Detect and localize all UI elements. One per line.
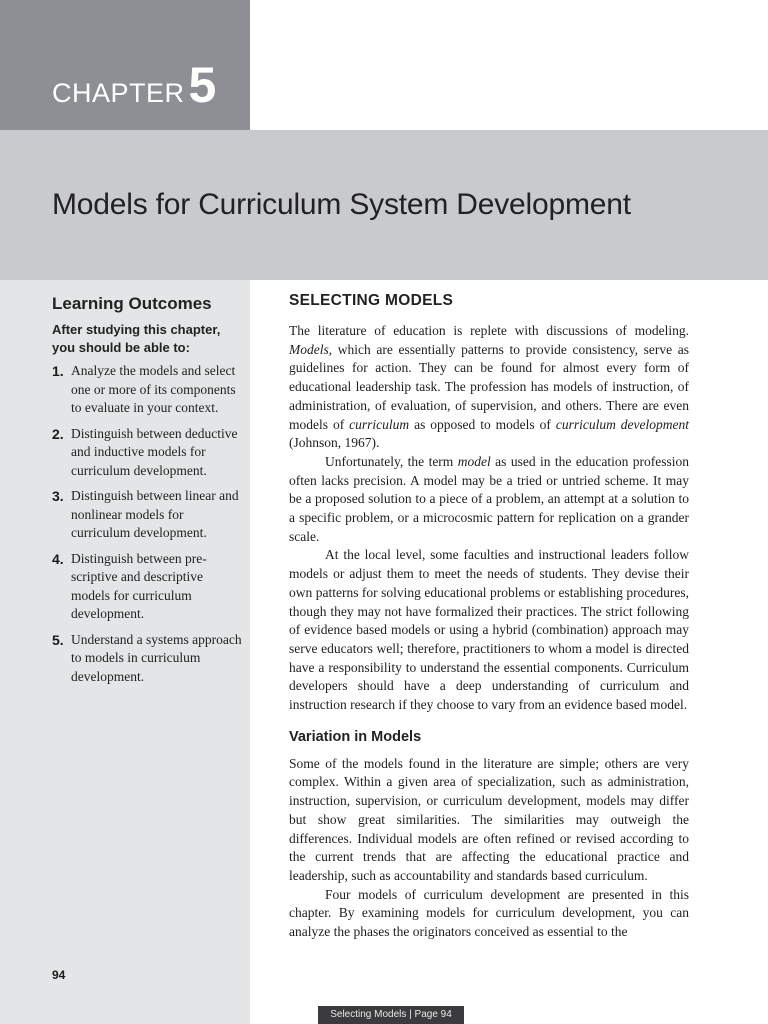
chapter-box xyxy=(0,0,250,130)
p1-text-a: The literature of education is replete with discussions of modeling. xyxy=(289,323,689,338)
outcome-item xyxy=(52,362,242,418)
outcome-number: 3. xyxy=(52,488,64,504)
paragraph-3: At the local level, some faculties and instructional leaders follow models or adjust them to meet the needs of students. They devise their own patterns for solving educational problems or establishing procedures, though they may not have formalized their practices. The strict following of evidence based models or using a hybrid (combination) approach may serve educators well; therefore, practitioners to whom a model is directed have a responsibility to understand the essential components. Curriculum developers should have a deep understanding of curriculum and instruction research if they choose to vary from an evidence based model. xyxy=(289,547,689,713)
chapter-number: 5 xyxy=(188,57,217,113)
outcome-text: Analyze the models and select one or more of its components to evaluate in your context. xyxy=(71,363,236,415)
p1-text-c: as opposed to models of xyxy=(409,416,556,432)
chapter-label xyxy=(52,57,217,113)
outcome-number: 5. xyxy=(52,631,64,648)
outcome-item xyxy=(52,631,242,687)
outcome-number: 2. xyxy=(52,425,64,442)
outcome-text: Distinguish between deductive and inductive models for curriculum development. xyxy=(71,425,238,478)
outcome-text: Distinguish between linear and nonlinear models for curriculum development. xyxy=(71,488,239,540)
p1-emphasis-curriculum: curriculum xyxy=(349,416,410,432)
paragraph-2 xyxy=(289,453,689,547)
p2-text-b: as used in the education profession often lacks precision. A model may be a tried or untried scheme. It may be a proposed solution to a piece of a problem, an attempt at a solution to a specific problem, or a microcosmic pattern for replication on a grander scale. xyxy=(289,453,689,544)
chapter-title: Models for Curriculum System Development xyxy=(52,188,631,221)
outcome-text: Distinguish between pre-scriptive and descriptive models for curriculum development. xyxy=(71,550,207,621)
outcome-item xyxy=(52,550,242,624)
outcome-text: Understand a systems approach to models in curriculum development. xyxy=(71,631,242,684)
footer-page-indicator: Selecting Models | Page 94 xyxy=(318,1006,464,1024)
chapter-word: CHAPTER xyxy=(52,78,185,108)
paragraph-4: Some of the models found in the literature are simple; others are very complex. Within a given area of specialization, such as administration, instruction, supervision, or curriculum development, models may differ but show great similarities. The similarities may outweigh the differences. Individual models are often refined or revised according to the current trends that are affecting the educational practice and leadership, such as accountability and standards based curriculum. xyxy=(289,755,689,883)
outcome-item xyxy=(52,487,242,543)
learning-outcomes-heading: Learning Outcomes xyxy=(52,294,212,313)
learning-outcomes-list xyxy=(52,362,242,693)
p1-text-b: , which are essentially patterns to provide consistency, serve as guidelines for action. They can be found for almost every form of educational leadership task. The profession has models of instruction, of administration, of evaluation, of supervision, and others. There are even models of xyxy=(289,341,689,432)
paragraph-5: Four models of curriculum development are presented in this chapter. By examining models for curriculum development, you can analyze the phases the originators conceived as essential to the xyxy=(289,886,689,940)
outcome-number: 4. xyxy=(52,550,64,567)
p1-emphasis-models: Models xyxy=(289,341,329,357)
paragraph-1 xyxy=(289,322,689,453)
p1-text-d: (Johnson, 1967). xyxy=(289,435,380,451)
outcome-item xyxy=(52,425,242,481)
subsection-heading: Variation in Models xyxy=(289,728,422,745)
page-number: 94 xyxy=(52,968,66,982)
p1-emphasis-curriculum-development: curriculum development xyxy=(555,416,689,432)
p2-text-a: Unfortunately, the term xyxy=(325,453,458,469)
p2-emphasis-model: model xyxy=(457,453,491,469)
learning-outcomes-intro: After studying this chapter, you should be able to: xyxy=(52,322,221,355)
outcome-number: 1. xyxy=(52,363,64,379)
section-heading: SELECTING MODELS xyxy=(289,292,454,309)
main-content xyxy=(289,292,689,942)
